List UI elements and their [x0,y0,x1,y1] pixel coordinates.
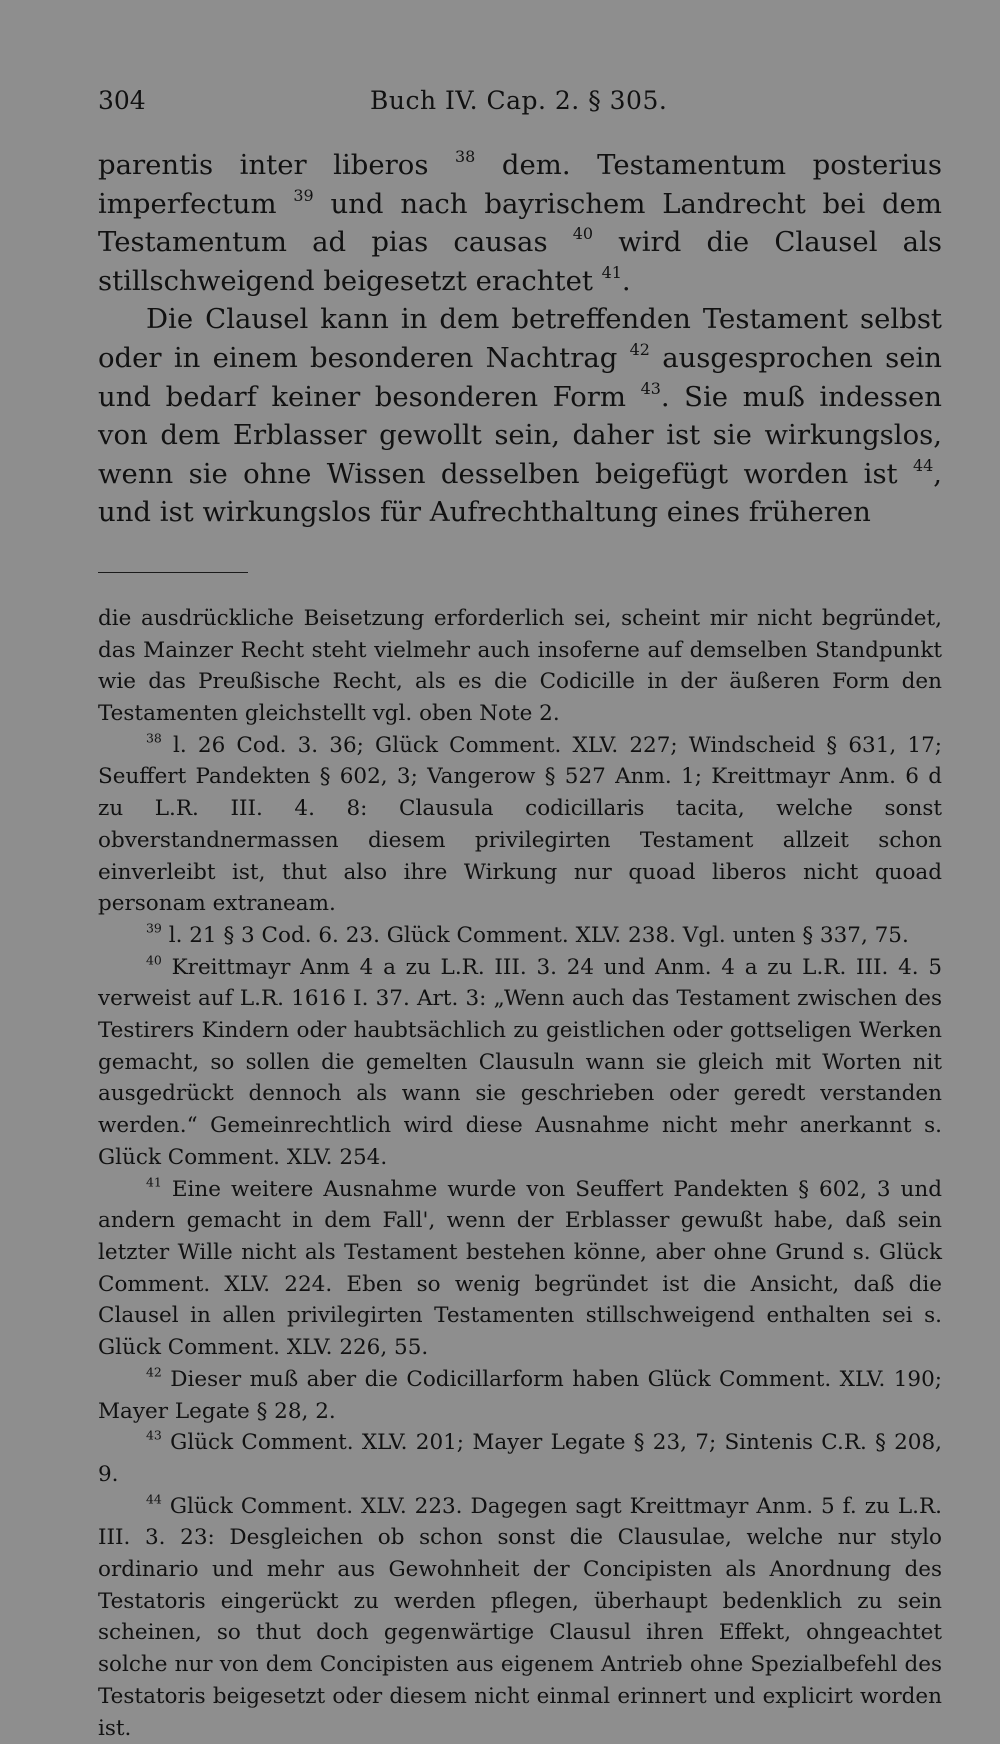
footnote-text: l. 21 § 3 Cod. 6. 23. Glück Comment. XLV. 238. Vgl. unten § 337, 75. [161,922,909,948]
footnote-38 [98,730,942,920]
footnote-number: 42 [146,1364,162,1380]
footnote-number: 43 [146,1427,162,1443]
text-run: dem. Testamentum posterius imperfectum [98,149,942,220]
footnote-ref-40: 40 [572,224,594,244]
text-run: . Sie muß indessen von dem Erblasser gewollt sein, daher ist sie wirkungslos, wenn sie ohne Wissen desselben beigefügt worden ist [98,380,942,490]
footnote-43 [98,1427,942,1490]
footnote-text: Kreittmayr Anm 4 a zu L.R. III. 3. 24 und Anm. 4 a zu L.R. III. 4. 5 verweist auf L.R. 1616 I. 37. Art. 3: „Wenn auch das Testament zwischen des Testirers Kindern oder haubtsächlich zu geistlichen oder gottseligen Werken gemacht, so sollen die gemelten Clausuln wann sie gleich mit Worten nit ausgedrückt dennoch als wann sie geschrieben oder geredt verstanden werden.“ Gemeinrechtlich wird diese Ausnahme nicht mehr anerkannt s. Glück Comment. XLV. 254. [98,954,942,1170]
running-head [98,86,942,124]
footnote-41 [98,1174,942,1364]
paragraph-1 [98,146,942,300]
footnote-divider [98,572,248,573]
footnote-text: Glück Comment. XLV. 223. Dagegen sagt Kreittmayr Anm. 5 f. zu L.R. III. 3. 23: Desgleichen ob schon sonst die Clausulae, welche nur stylo ordinario und mehr aus Gewohnheit der Concipisten als Anordnung des Testatoris eingerückt zu werden pflegen, überhaupt bedenklich zu sein scheinen, so thut doch gegenwärtige Clausul ihren Effekt, ohngeachtet solche nur von dem Concipisten aus eigenem Antrieb ohne Spezialbefehl des Testatoris beigesetzt oder diesem nicht einmal erinnert und explicirt worden ist. [98,1493,942,1741]
footnote-number: 39 [146,920,162,936]
page-number: 304 [98,86,146,115]
main-text [98,146,942,532]
footnote-number: 44 [146,1491,162,1507]
footnote-number: 40 [146,952,162,968]
footnote-number: 38 [146,730,162,746]
text-run: Die Clausel kann in dem betreffenden Testament selbst oder in einem besonderen Nachtrag [98,303,942,374]
footnote-continuation: die ausdrückliche Beisetzung erforderlich sei, scheint mir nicht begründet, das Mainzer Recht steht vielmehr auch insoferne auf demselben Standpunkt wie das Preußische Recht, als es die Codicille in der äußeren Form den Testamenten gleichstellt vgl. oben Note 2. [98,605,942,727]
footnote-ref-38: 38 [455,147,476,167]
text-run: , und ist wirkungslos für Aufrechthaltung eines früheren [98,457,942,529]
text-run: und nach bayrischem Landrecht bei dem Testamentum ad pias causas [98,187,942,259]
footnote-ref-39: 39 [293,185,314,205]
text-run: parentis inter liberos [98,149,456,181]
text-run: ausgesprochen sein und bedarf keiner besonderen Form [98,341,942,413]
running-title: Buch IV. Cap. 2. § 305. [370,86,668,115]
footnote-ref-41: 41 [601,262,622,282]
footnotes [98,603,942,1744]
paragraph-2 [98,300,942,532]
footnote-text: Dieser muß aber die Codicillarform haben Glück Comment. XLV. 190; Mayer Legate § 28, 2. [98,1366,942,1424]
footnote-ref-43: 43 [640,378,661,398]
text-run: wird die Clausel als stillschweigend beigesetzt erachtet [98,226,942,297]
footnote-39 [98,920,942,952]
footnote-text: Glück Comment. XLV. 201; Mayer Legate § 23, 7; Sintenis C.R. § 208, 9. [98,1430,942,1487]
footnote-40 [98,952,942,1174]
text-run: . [621,264,631,297]
footnote-number: 41 [146,1174,162,1190]
footnote-44 [98,1491,942,1744]
footnote-ref-42: 42 [629,340,650,360]
footnote-42 [98,1364,942,1427]
footnote-ref-44: 44 [912,455,934,475]
footnote-text: l. 26 Cod. 3. 36; Glück Comment. XLV. 227; Windscheid § 631, 17; Seuffert Pandekten § 602, 3; Vangerow § 527 Anm. 1; Kreittmayr Anm. 6 d zu L.R. III. 4. 8: Clausula codicillaris tacita, welche sonst obverstandnermassen diesem privilegirten Testament allzeit schon einverleibt ist, thut also ihre Wirkung nur quoad liberos nicht quoad personam extraneam. [98,732,942,917]
footnote-text: Eine weitere Ausnahme wurde von Seuffert Pandekten § 602, 3 und andern gemacht in dem Fall', wenn der Erblasser gewußt habe, daß sein letzter Wille nicht als Testament bestehen könne, aber ohne Grund s. Glück Comment. XLV. 224. Eben so wenig begründet ist die Ansicht, daß die Clausel in allen privilegirten Testamenten stillschweigend enthalten sei s. Glück Comment. XLV. 226, 55. [98,1176,942,1361]
